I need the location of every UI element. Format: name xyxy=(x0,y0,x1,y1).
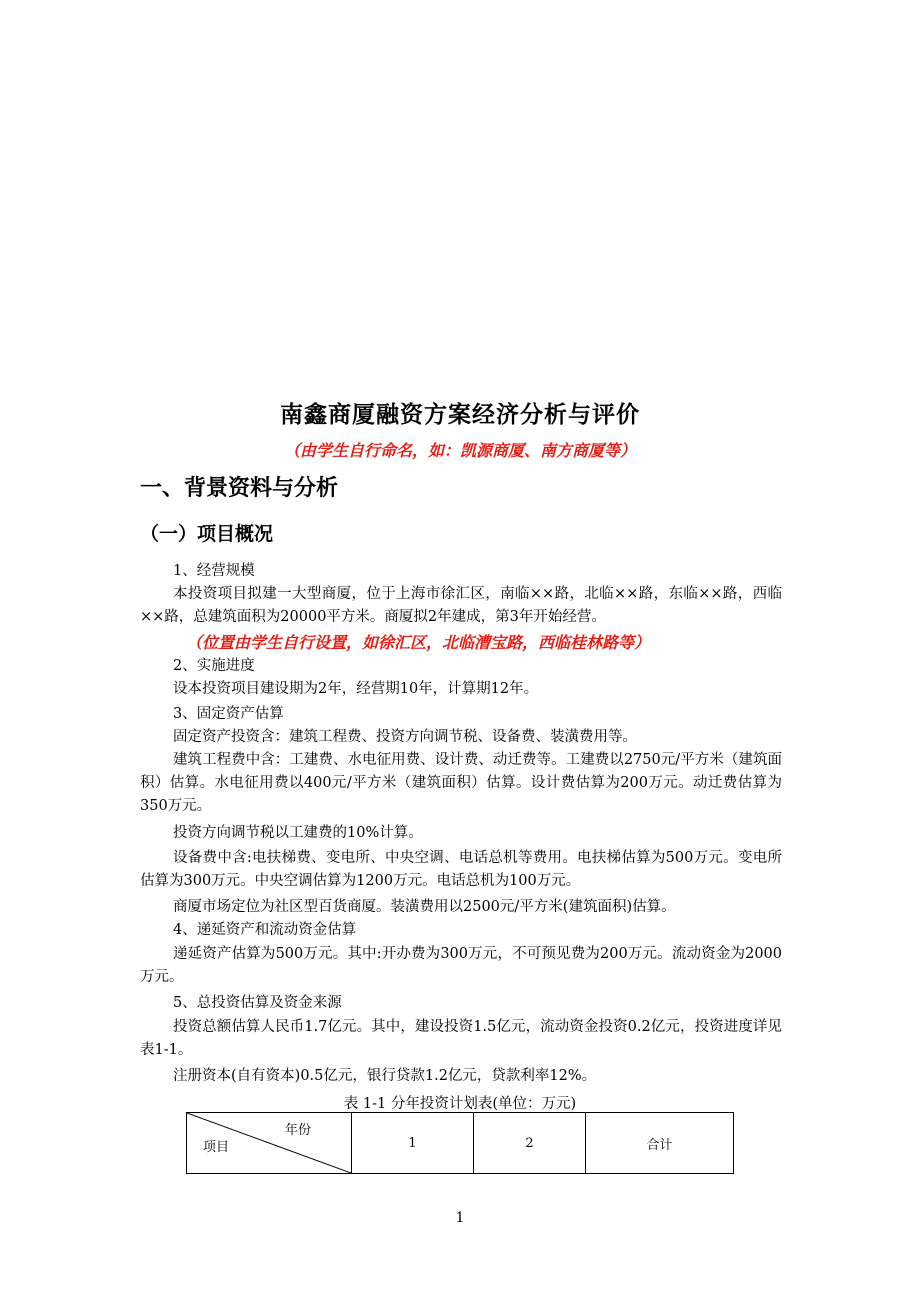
column-header-year-2: 2 xyxy=(474,1113,586,1174)
item1-paragraph: 本投资项目拟建一大型商厦，位于上海市徐汇区，南临××路，北临××路，东临××路，西临××路，总建筑面积为20000平方米。商厦拟2年建成，第3年开始经营。 xyxy=(140,586,782,625)
item1-heading: 1、经营规模 xyxy=(173,563,255,579)
document-title: 南鑫商厦融资方案经济分析与评价 xyxy=(280,402,640,428)
page-number: 1 xyxy=(455,1210,465,1226)
item1-location-note: （位置由学生自行设置，如徐汇区，北临漕宝路，西临桂林路等） xyxy=(186,633,651,652)
item5-heading: 5、总投资估算及资金来源 xyxy=(173,995,342,1011)
column-header-total: 合计 xyxy=(586,1113,734,1174)
item3-paragraph-5: 商厦市场定位为社区型百货商厦。装潢费用以2500元/平方米(建筑面积)估算。 xyxy=(173,899,676,915)
subsection-heading: （一）项目概况 xyxy=(140,523,274,545)
item2-paragraph: 设本投资项目建设期为2年，经营期10年，计算期12年。 xyxy=(173,681,539,697)
item4-heading: 4、递延资产和流动资金估算 xyxy=(173,922,357,938)
item3-paragraph-1: 固定资产投资含：建筑工程费、投资方向调节税、设备费、装潢费用等。 xyxy=(173,729,637,745)
item3-heading: 3、固定资产估算 xyxy=(173,706,284,722)
item3-paragraph-4: 设备费中含:电扶梯费、变电所、中央空调、电话总机等费用。电扶梯估算为500万元。变电所估算为300万元。中央空调估算为1200万元。电话总机为100万元。 xyxy=(140,850,782,889)
header-year-label: 年份 xyxy=(284,1123,311,1138)
header-item-label: 项目 xyxy=(203,1140,230,1155)
section-heading: 一、背景资料与分析 xyxy=(140,476,339,501)
table-corner-header xyxy=(187,1113,352,1174)
table-caption: 表 1-1 分年投资计划表(单位：万元) xyxy=(343,1096,577,1112)
item3-paragraph-3: 投资方向调节税以工建费的10%计算。 xyxy=(173,825,423,841)
investment-plan-table xyxy=(186,1112,734,1174)
item5-paragraph-1: 投资总额估算人民币1.7亿元。其中，建设投资1.5亿元，流动资金投资0.2亿元，投资进度详见表1-1。 xyxy=(140,1019,782,1058)
item2-heading: 2、实施进度 xyxy=(173,658,255,674)
item3-paragraph-2: 建筑工程费中含：工建费、水电征用费、设计费、动迁费等。工建费以2750元/平方米（建筑面积）估算。水电征用费以400元/平方米（建筑面积）估算。设计费估算为200万元。动迁费估算为350万元。 xyxy=(140,752,782,814)
column-header-year-1: 1 xyxy=(352,1113,474,1174)
document-subtitle-note: （由学生自行命名，如：凯源商厦、南方商厦等） xyxy=(283,441,636,460)
table-header-row xyxy=(187,1113,734,1174)
item4-paragraph: 递延资产估算为500万元。其中:开办费为300万元，不可预见费为200万元。流动资金为2000万元。 xyxy=(140,946,782,985)
item5-paragraph-2: 注册资本(自有资本)0.5亿元，银行贷款1.2亿元，贷款利率12%。 xyxy=(173,1068,597,1084)
